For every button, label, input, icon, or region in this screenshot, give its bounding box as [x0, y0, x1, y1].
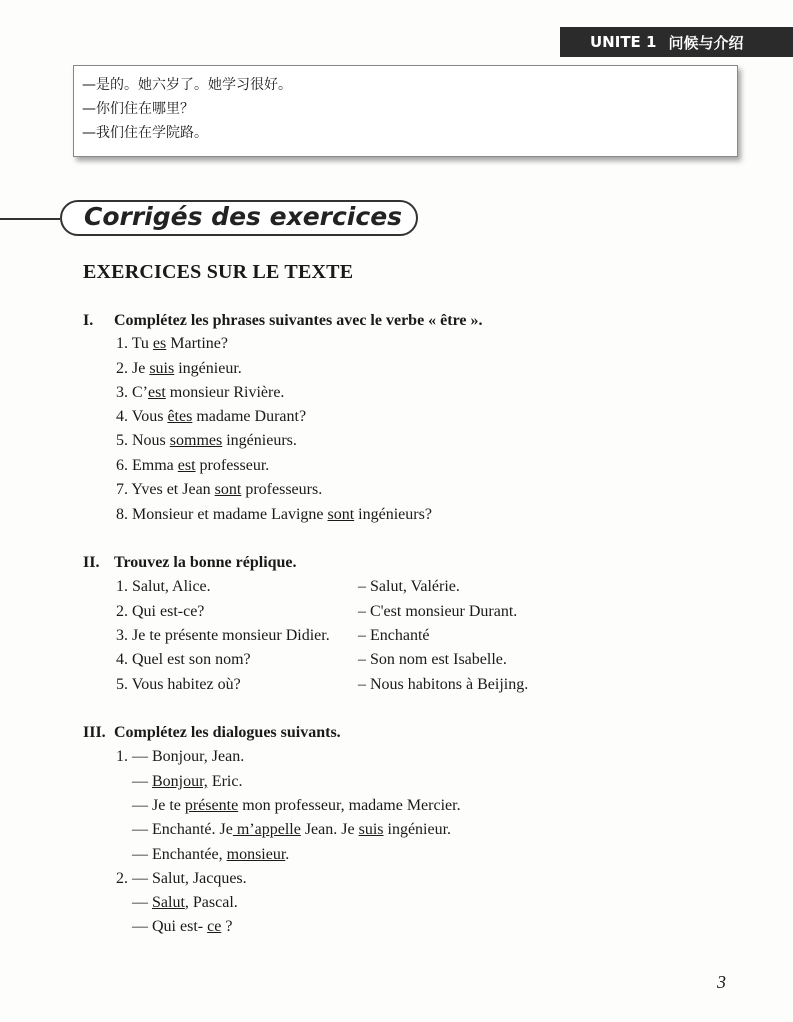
exercise-1-number: I.: [83, 312, 94, 329]
exercise-1-instruction: Complétez les phrases suivantes avec le verbe « être ».: [114, 312, 483, 329]
answer: sont: [214, 481, 242, 498]
exercise-1-item: 6. Emma est professeur.: [116, 457, 270, 474]
exercise-3-instruction: Complétez les dialogues suivants.: [114, 724, 341, 741]
exercise-1-item: 4. Vous êtes madame Durant?: [116, 408, 307, 425]
exercise-2-instruction: Trouvez la bonne réplique.: [114, 554, 297, 571]
answer: présente: [184, 797, 239, 814]
exercise-2-title: [83, 554, 297, 572]
answer: êtes: [167, 408, 193, 425]
answer: m’appelle: [232, 821, 301, 838]
exercise-1-item: 2. Je suis ingénieur.: [116, 360, 242, 377]
dialogue-1-line: — Enchanté. Je m’appelle Jean. Je suis ingénieur.: [132, 821, 452, 838]
exercise-2-question: 5. Vous habitez où?: [116, 676, 241, 693]
answer: es: [152, 335, 167, 352]
dialogue-line: —是的。她六岁了。她学习很好。: [82, 77, 292, 93]
dialogue-line: —我们住在学院路。: [82, 125, 208, 141]
answer: Bonjour,: [152, 773, 208, 790]
exercise-1-item: 3. C’est monsieur Rivière.: [116, 384, 285, 401]
exercise-2-question: 4. Quel est son nom?: [116, 651, 251, 668]
title-rule: [0, 218, 60, 220]
dialogue-2-line: — Salut, Pascal.: [132, 894, 238, 911]
answer: monsieur: [226, 846, 286, 863]
dialogue-line: —你们住在哪里？: [82, 101, 194, 117]
dialogue-1-line: — Bonjour, Eric.: [132, 773, 243, 790]
exercise-2-reply: – C'est monsieur Durant.: [358, 603, 518, 620]
dialogue-1-line: — Je te présente mon professeur, madame Mercier.: [132, 797, 461, 814]
exercise-1-title: [83, 312, 483, 330]
answer: suis: [149, 360, 175, 377]
answer: ce: [207, 918, 222, 935]
dialogue-2-line: — Qui est- ce ?: [132, 918, 233, 935]
exercise-2-question: 2. Qui est-ce?: [116, 603, 205, 620]
page-number: 3: [717, 972, 726, 992]
dialogue-box: [73, 65, 738, 157]
answer: est: [148, 384, 166, 401]
answer: sont: [327, 506, 355, 523]
answer: sommes: [169, 432, 223, 449]
exercise-1-item: 1. Tu es Martine?: [116, 335, 228, 352]
section-subheading: EXERCICES SUR LE TEXTE: [83, 261, 354, 283]
dialogue-2-line: 2. — Salut, Jacques.: [116, 870, 247, 887]
unit-topic: 问候与介绍: [668, 33, 744, 52]
dialogue-1-line: 1. — Bonjour, Jean.: [116, 748, 245, 765]
dialogue-1-line: — Enchantée, monsieur.: [132, 846, 290, 863]
exercise-1-item: 5. Nous sommes ingénieurs.: [116, 432, 297, 449]
exercise-2-question: 1. Salut, Alice.: [116, 578, 211, 595]
page-title: Corrigés des exercices: [84, 202, 403, 231]
exercise-2-reply: – Son nom est Isabelle.: [358, 651, 507, 668]
exercise-2-reply: – Enchanté: [358, 627, 430, 644]
exercise-3-title: [83, 724, 341, 742]
unit-header: [560, 27, 793, 57]
exercise-2-question: 3. Je te présente monsieur Didier.: [116, 627, 330, 644]
answer: Salut: [152, 894, 185, 911]
exercise-1-item: 8. Monsieur et madame Lavigne sont ingénieurs?: [116, 506, 432, 523]
answer: est: [177, 457, 196, 474]
exercise-3-number: III.: [83, 724, 106, 741]
exercise-2-reply: – Salut, Valérie.: [358, 578, 460, 595]
exercise-2-number: II.: [83, 554, 100, 571]
answer: suis: [358, 821, 384, 838]
unit-label: UNITE 1: [590, 33, 657, 51]
exercise-2-reply: – Nous habitons à Beijing.: [358, 676, 529, 693]
exercise-1-item: 7. Yves et Jean sont professeurs.: [116, 481, 323, 498]
